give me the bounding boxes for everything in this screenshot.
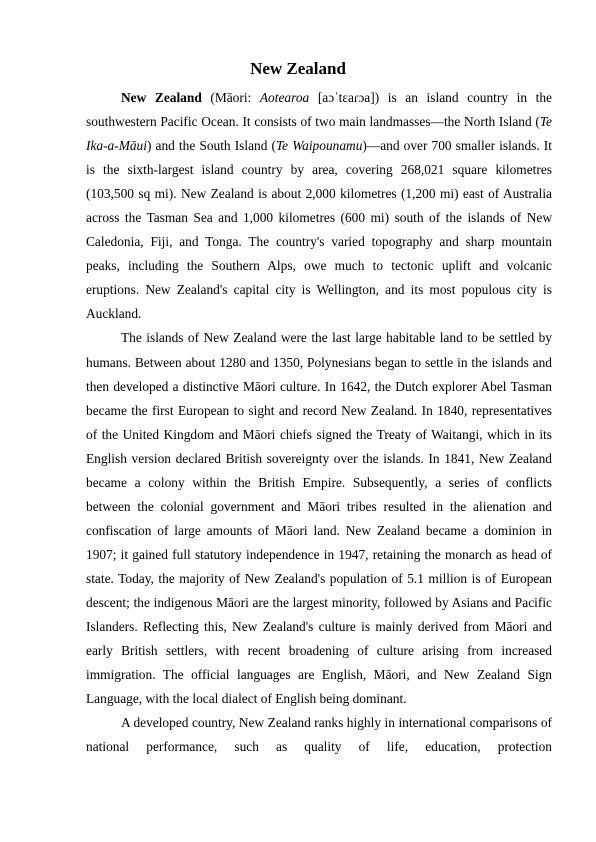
- paragraph-3: A developed country, New Zealand ranks highly in international comparisons of national performance, such as quality of life, education, protection: [86, 715, 552, 755]
- paragraph-1-text-a: (Māori:: [201, 90, 260, 105]
- paragraph-1-text-b: [aɔˈtɛaɾɔa]) is an island country in the southwestern Pacific Ocean. It consists of two main landmasses—the North Island (: [86, 90, 552, 130]
- article-body: [86, 86, 552, 759]
- paragraph-1-text-d: )—and over 700 smaller islands. It is the sixth-largest island country by area, covering 268,021 square kilometres (103,500 sq mi). New Zealand is about 2,000 kilometres (1,200 mi) east of Australia across the Tasman Sea and 1,000 kilometres (600 mi) south of the islands of New Caledonia, Fiji, and Tonga. The country's varied topography and sharp mountain peaks, including the Southern Alps, owe much to tectonic uplift and volcanic eruptions. New Zealand's capital city is Wellington, and its most populous city is Auckland.: [86, 138, 552, 322]
- paragraph-1: [86, 86, 552, 326]
- subject-name: New Zealand: [121, 90, 202, 105]
- north-island-maori-name: Te Ika-a-Māui: [86, 114, 552, 154]
- south-island-maori-name: Te Waipounamu: [275, 138, 363, 154]
- page-title: New Zealand: [250, 59, 346, 78]
- maori-name: Aotearoa: [259, 90, 310, 105]
- paragraph-2: The islands of New Zealand were the last large habitable land to be settled by humans. Between about 1280 and 1350, Polynesians began to settle in the islands and then developed a distinctive Māori culture. In 1642, the Dutch explorer Abel Tasman became the first European to sight and record New Zealand. In 1840, representatives of the United Kingdom and Māori chiefs signed the Treaty of Waitangi, which in its English version declared British sovereignty over the islands. In 1841, New Zealand became a colony within the British Empire. Subsequently, a series of conflicts between the colonial government and Māori tribes resulted in the alienation and confiscation of large amounts of Māori land. New Zealand became a dominion in 1907; it gained full statutory independence in 1947, retaining the monarch as head of state. Today, the majority of New Zealand's population of 5.1 million is of European descent; the indigenous Māori are the largest minority, followed by Asians and Pacific Islanders. Reflecting this, New Zealand's culture is mainly derived from Māori and early British settlers, with recent broadening of culture arising from increased immigration. The official languages are English, Māori, and New Zealand Sign Language, with the local dialect of English being dominant.: [86, 330, 552, 707]
- paragraph-1-text-c: ) and the South Island (: [146, 138, 276, 154]
